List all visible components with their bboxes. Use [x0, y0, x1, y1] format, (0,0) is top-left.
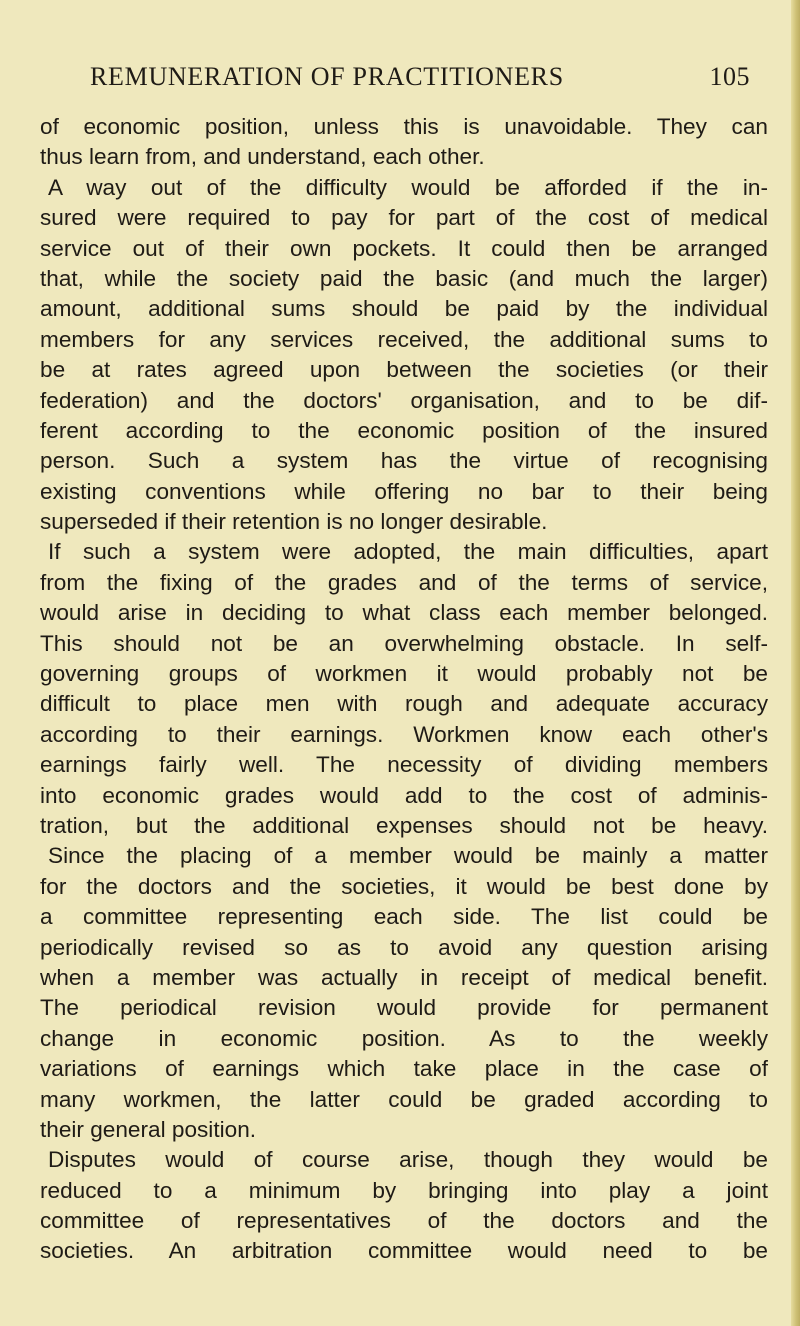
text-line: from the fixing of the grades and of the terms of service, — [40, 569, 768, 595]
text-line: according to their earnings. Workmen know each other's — [40, 721, 768, 747]
text-line: their general position. — [40, 1116, 257, 1142]
text-line: This should not be an overwhelming obstacle. In self- — [40, 630, 768, 656]
text-line: periodically revised so as to avoid any question arising — [40, 934, 768, 960]
text-line: committee of representatives of the doctors and the — [40, 1208, 768, 1234]
text-line: reduced to a minimum by bringing into play a joint — [40, 1177, 768, 1203]
running-header — [90, 58, 750, 96]
text-line: into economic grades would add to the cost of adminis- — [40, 782, 768, 808]
text-line: amount, additional sums should be paid by the individual — [40, 296, 768, 322]
text-line: a committee representing each side. The list could be — [40, 904, 768, 930]
text-line: The periodical revision would provide for permanent — [40, 995, 768, 1021]
page-number: 105 — [709, 62, 750, 91]
paragraph-start: A way out of the difficulty would be afforded if the in- — [48, 174, 768, 200]
text-line: for the doctors and the societies, it would be best done by — [40, 873, 768, 899]
paragraph-start: If such a system were adopted, the main difficulties, apart — [48, 539, 768, 565]
text-line: difficult to place men with rough and adequate accuracy — [40, 691, 768, 717]
text-line: would arise in deciding to what class each member belonged. — [40, 600, 768, 626]
text-line: thus learn from, and understand, each other. — [40, 144, 485, 170]
text-line: sured were required to pay for part of the cost of medical — [40, 205, 768, 231]
paragraph-start: Disputes would of course arise, though they would be — [48, 1147, 768, 1173]
text-line: superseded if their retention is no longer desirable. — [40, 509, 548, 535]
text-line: ferent according to the economic position of the insured — [40, 417, 768, 443]
text-line: many workmen, the latter could be graded according to — [40, 1086, 768, 1112]
text-line: change in economic position. As to the weekly — [40, 1025, 768, 1051]
text-line: person. Such a system has the virtue of recognising — [40, 448, 768, 474]
text-line: of economic position, unless this is unavoidable. They can — [40, 114, 768, 139]
paragraph-start: Since the placing of a member would be mainly a matter — [48, 843, 768, 869]
text-line: existing conventions while offering no bar to their being — [40, 478, 768, 504]
text-line: governing groups of workmen it would probably not be — [40, 661, 768, 687]
running-title: REMUNERATION OF PRACTITIONERS — [90, 62, 564, 91]
text-line: tration, but the additional expenses should not be heavy. — [40, 812, 768, 838]
text-line: variations of earnings which take place in the case of — [40, 1056, 768, 1082]
text-line: members for any services received, the additional sums to — [40, 326, 768, 352]
text-line: that, while the society paid the basic (and much the larger) — [40, 265, 768, 291]
text-line: when a member was actually in receipt of medical benefit. — [40, 964, 768, 990]
text-line: service out of their own pockets. It could then be arranged — [40, 235, 768, 261]
text-line: earnings fairly well. The necessity of dividing members — [40, 752, 768, 778]
page-edge — [791, 0, 800, 1326]
text-line: societies. An arbitration committee would need to be — [40, 1238, 768, 1264]
text-line: be at rates agreed upon between the societies (or their — [40, 357, 768, 383]
text-line: federation) and the doctors' organisation, and to be dif- — [40, 387, 768, 413]
body-text — [40, 112, 768, 1267]
